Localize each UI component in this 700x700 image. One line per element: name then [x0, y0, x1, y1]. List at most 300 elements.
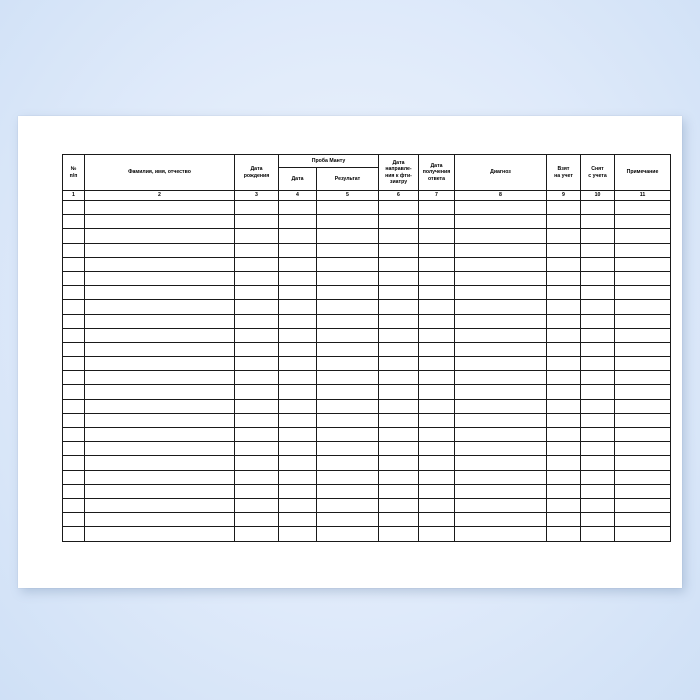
table-cell[interactable]	[379, 201, 419, 215]
table-cell[interactable]	[419, 513, 455, 527]
table-cell[interactable]	[547, 300, 581, 314]
table-cell[interactable]	[63, 456, 85, 470]
table-cell[interactable]	[63, 286, 85, 300]
table-cell[interactable]	[279, 314, 317, 328]
table-cell[interactable]	[419, 201, 455, 215]
table-cell[interactable]	[455, 201, 547, 215]
table-cell[interactable]	[419, 271, 455, 285]
table-cell[interactable]	[279, 428, 317, 442]
table-cell[interactable]	[317, 271, 379, 285]
table-row[interactable]	[63, 286, 671, 300]
table-cell[interactable]	[581, 484, 615, 498]
table-cell[interactable]	[455, 442, 547, 456]
table-cell[interactable]	[581, 428, 615, 442]
table-cell[interactable]	[379, 300, 419, 314]
table-cell[interactable]	[235, 513, 279, 527]
table-cell[interactable]	[455, 428, 547, 442]
table-cell[interactable]	[419, 442, 455, 456]
table-cell[interactable]	[581, 399, 615, 413]
column-number-cell: 11	[615, 191, 671, 201]
table-cell[interactable]	[581, 513, 615, 527]
table-cell[interactable]	[581, 371, 615, 385]
table-cell[interactable]	[85, 498, 235, 512]
table-cell[interactable]	[279, 342, 317, 356]
table-cell[interactable]	[547, 527, 581, 541]
table-cell[interactable]	[63, 357, 85, 371]
table-cell[interactable]	[85, 243, 235, 257]
table-cell[interactable]	[85, 385, 235, 399]
table-cell[interactable]	[419, 243, 455, 257]
table-cell[interactable]	[615, 257, 671, 271]
table-cell[interactable]	[235, 342, 279, 356]
table-cell[interactable]	[419, 527, 455, 541]
table-cell[interactable]	[63, 371, 85, 385]
table-row[interactable]	[63, 271, 671, 285]
table-cell[interactable]	[279, 286, 317, 300]
table-cell[interactable]	[279, 300, 317, 314]
table-row[interactable]	[63, 513, 671, 527]
column-number-cell: 7	[419, 191, 455, 201]
table-cell[interactable]	[615, 385, 671, 399]
table-cell[interactable]	[615, 428, 671, 442]
table-cell[interactable]	[279, 527, 317, 541]
table-cell[interactable]	[235, 286, 279, 300]
header-mantoux-result: Результат	[317, 168, 379, 191]
table-cell[interactable]	[419, 328, 455, 342]
table-cell[interactable]	[419, 300, 455, 314]
table-cell[interactable]	[85, 428, 235, 442]
table-cell[interactable]	[63, 399, 85, 413]
table-cell[interactable]	[581, 215, 615, 229]
table-cell[interactable]	[235, 201, 279, 215]
table-cell[interactable]	[63, 385, 85, 399]
table-cell[interactable]	[317, 201, 379, 215]
table-cell[interactable]	[63, 428, 85, 442]
table-cell[interactable]	[547, 442, 581, 456]
table-row[interactable]	[63, 428, 671, 442]
table-cell[interactable]	[63, 498, 85, 512]
table-cell[interactable]	[317, 357, 379, 371]
table-cell[interactable]	[581, 300, 615, 314]
table-cell[interactable]	[547, 484, 581, 498]
table-cell[interactable]	[85, 371, 235, 385]
table-cell[interactable]	[317, 286, 379, 300]
table-row[interactable]	[63, 399, 671, 413]
table-cell[interactable]	[615, 215, 671, 229]
table-cell[interactable]	[615, 470, 671, 484]
table-cell[interactable]	[581, 243, 615, 257]
table-cell[interactable]	[581, 527, 615, 541]
table-cell[interactable]	[279, 484, 317, 498]
table-cell[interactable]	[455, 286, 547, 300]
table-cell[interactable]	[85, 527, 235, 541]
table-cell[interactable]	[85, 215, 235, 229]
table-cell[interactable]	[547, 357, 581, 371]
table-cell[interactable]	[85, 314, 235, 328]
table-cell[interactable]	[615, 328, 671, 342]
table-cell[interactable]	[85, 442, 235, 456]
table-cell[interactable]	[581, 314, 615, 328]
table-cell[interactable]	[419, 357, 455, 371]
table-cell[interactable]	[279, 271, 317, 285]
table-row[interactable]	[63, 243, 671, 257]
table-cell[interactable]	[419, 498, 455, 512]
column-number-cell: 3	[235, 191, 279, 201]
table-cell[interactable]	[317, 300, 379, 314]
table-cell[interactable]	[615, 357, 671, 371]
table-cell[interactable]	[581, 413, 615, 427]
table-cell[interactable]	[379, 413, 419, 427]
table-row[interactable]	[63, 498, 671, 512]
table-cell[interactable]	[317, 456, 379, 470]
table-cell[interactable]	[235, 314, 279, 328]
table-cell[interactable]	[615, 399, 671, 413]
table-cell[interactable]	[279, 513, 317, 527]
table-cell[interactable]	[547, 286, 581, 300]
table-cell[interactable]	[317, 385, 379, 399]
table-cell[interactable]	[379, 399, 419, 413]
table-cell[interactable]	[547, 428, 581, 442]
table-cell[interactable]	[235, 385, 279, 399]
table-cell[interactable]	[419, 229, 455, 243]
table-cell[interactable]	[615, 513, 671, 527]
table-cell[interactable]	[581, 456, 615, 470]
table-row[interactable]	[63, 314, 671, 328]
table-cell[interactable]	[279, 215, 317, 229]
header-removed-line1: Снят	[591, 166, 604, 173]
table-row[interactable]	[63, 257, 671, 271]
table-cell[interactable]	[455, 215, 547, 229]
table-cell[interactable]	[615, 371, 671, 385]
table-cell[interactable]	[455, 498, 547, 512]
table-cell[interactable]	[455, 399, 547, 413]
table-cell[interactable]	[235, 357, 279, 371]
table-row[interactable]	[63, 201, 671, 215]
table-cell[interactable]	[581, 229, 615, 243]
table-row[interactable]	[63, 215, 671, 229]
table-cell[interactable]	[379, 527, 419, 541]
table-cell[interactable]	[279, 201, 317, 215]
table-cell[interactable]	[85, 342, 235, 356]
table-cell[interactable]	[379, 328, 419, 342]
table-cell[interactable]	[85, 513, 235, 527]
table-cell[interactable]	[85, 201, 235, 215]
table-cell[interactable]	[63, 342, 85, 356]
table-cell[interactable]	[455, 513, 547, 527]
table-cell[interactable]	[547, 385, 581, 399]
table-cell[interactable]	[279, 456, 317, 470]
table-cell[interactable]	[379, 456, 419, 470]
table-cell[interactable]	[235, 271, 279, 285]
table-cell[interactable]	[419, 428, 455, 442]
table-cell[interactable]	[379, 470, 419, 484]
table-cell[interactable]	[317, 399, 379, 413]
header-birth-date	[235, 155, 279, 191]
table-cell[interactable]	[279, 243, 317, 257]
table-cell[interactable]	[317, 371, 379, 385]
table-cell[interactable]	[379, 371, 419, 385]
table-cell[interactable]	[455, 385, 547, 399]
table-cell[interactable]	[547, 328, 581, 342]
table-cell[interactable]	[279, 385, 317, 399]
table-cell[interactable]	[279, 470, 317, 484]
table-cell[interactable]	[419, 456, 455, 470]
table-cell[interactable]	[615, 314, 671, 328]
table-cell[interactable]	[455, 470, 547, 484]
table-cell[interactable]	[419, 484, 455, 498]
table-cell[interactable]	[235, 428, 279, 442]
table-cell[interactable]	[85, 484, 235, 498]
table-cell[interactable]	[615, 484, 671, 498]
table-cell[interactable]	[455, 300, 547, 314]
table-cell[interactable]	[547, 456, 581, 470]
table-cell[interactable]	[63, 442, 85, 456]
header-number	[63, 155, 85, 191]
table-row[interactable]	[63, 371, 671, 385]
table-cell[interactable]	[85, 300, 235, 314]
table-cell[interactable]	[419, 215, 455, 229]
table-cell[interactable]	[547, 243, 581, 257]
table-row[interactable]	[63, 357, 671, 371]
table-cell[interactable]	[581, 357, 615, 371]
table-cell[interactable]	[85, 399, 235, 413]
table-cell[interactable]	[547, 513, 581, 527]
table-cell[interactable]	[63, 300, 85, 314]
table-cell[interactable]	[581, 385, 615, 399]
table-cell[interactable]	[419, 314, 455, 328]
table-cell[interactable]	[419, 399, 455, 413]
table-cell[interactable]	[85, 286, 235, 300]
table-row[interactable]	[63, 470, 671, 484]
table-cell[interactable]	[419, 385, 455, 399]
table-cell[interactable]	[419, 257, 455, 271]
table-cell[interactable]	[235, 498, 279, 512]
table-cell[interactable]	[379, 271, 419, 285]
table-cell[interactable]	[235, 484, 279, 498]
table-row[interactable]	[63, 229, 671, 243]
header-taken-line1: Взят	[557, 166, 570, 173]
table-cell[interactable]	[317, 257, 379, 271]
table-cell[interactable]	[85, 357, 235, 371]
table-cell[interactable]	[615, 498, 671, 512]
table-cell[interactable]	[547, 201, 581, 215]
table-cell[interactable]	[317, 484, 379, 498]
table-cell[interactable]	[379, 229, 419, 243]
table-cell[interactable]	[455, 229, 547, 243]
table-cell[interactable]	[235, 229, 279, 243]
table-cell[interactable]	[379, 257, 419, 271]
table-cell[interactable]	[581, 328, 615, 342]
table-cell[interactable]	[317, 314, 379, 328]
table-cell[interactable]	[63, 513, 85, 527]
table-cell[interactable]	[317, 215, 379, 229]
table-cell[interactable]	[379, 484, 419, 498]
table-cell[interactable]	[615, 456, 671, 470]
table-cell[interactable]	[455, 314, 547, 328]
table-row[interactable]	[63, 484, 671, 498]
table-cell[interactable]	[419, 342, 455, 356]
table-cell[interactable]	[379, 385, 419, 399]
table-cell[interactable]	[279, 399, 317, 413]
table-row[interactable]	[63, 300, 671, 314]
table-cell[interactable]	[235, 328, 279, 342]
table-cell[interactable]	[455, 456, 547, 470]
table-cell[interactable]	[63, 470, 85, 484]
table-cell[interactable]	[85, 271, 235, 285]
table-cell[interactable]	[581, 271, 615, 285]
table-cell[interactable]	[455, 342, 547, 356]
table-cell[interactable]	[547, 215, 581, 229]
table-cell[interactable]	[581, 342, 615, 356]
header-mantoux-date: Дата	[279, 168, 317, 191]
table-cell[interactable]	[63, 201, 85, 215]
table-cell[interactable]	[581, 498, 615, 512]
table-cell[interactable]	[279, 328, 317, 342]
table-cell[interactable]	[235, 300, 279, 314]
table-cell[interactable]	[235, 371, 279, 385]
table-cell[interactable]	[547, 371, 581, 385]
table-cell[interactable]	[379, 314, 419, 328]
table-cell[interactable]	[317, 243, 379, 257]
table-cell[interactable]	[615, 527, 671, 541]
table-cell[interactable]	[419, 470, 455, 484]
table-cell[interactable]	[455, 257, 547, 271]
table-cell[interactable]	[317, 229, 379, 243]
table-cell[interactable]	[235, 257, 279, 271]
table-cell[interactable]	[379, 286, 419, 300]
table-cell[interactable]	[63, 328, 85, 342]
table-cell[interactable]	[455, 413, 547, 427]
table-cell[interactable]	[547, 498, 581, 512]
table-cell[interactable]	[63, 243, 85, 257]
table-cell[interactable]	[85, 328, 235, 342]
table-cell[interactable]	[455, 243, 547, 257]
table-cell[interactable]	[317, 527, 379, 541]
table-cell[interactable]	[615, 271, 671, 285]
table-cell[interactable]	[279, 357, 317, 371]
table-cell[interactable]	[235, 470, 279, 484]
table-cell[interactable]	[615, 229, 671, 243]
table-cell[interactable]	[615, 286, 671, 300]
table-cell[interactable]	[317, 328, 379, 342]
journal-table	[62, 154, 671, 542]
table-cell[interactable]	[63, 215, 85, 229]
header-answer-date-line2: получения	[422, 169, 451, 176]
table-cell[interactable]	[63, 484, 85, 498]
table-cell[interactable]	[581, 257, 615, 271]
table-cell[interactable]	[317, 342, 379, 356]
table-cell[interactable]	[379, 357, 419, 371]
header-taken-on-record	[547, 155, 581, 191]
table-cell[interactable]	[615, 201, 671, 215]
table-cell[interactable]	[279, 229, 317, 243]
table-row[interactable]	[63, 527, 671, 541]
table-cell[interactable]	[379, 498, 419, 512]
table-cell[interactable]	[615, 413, 671, 427]
table-cell[interactable]	[581, 201, 615, 215]
table-cell[interactable]	[63, 527, 85, 541]
table-cell[interactable]	[615, 243, 671, 257]
table-row[interactable]	[63, 328, 671, 342]
table-cell[interactable]	[63, 271, 85, 285]
table-cell[interactable]	[235, 399, 279, 413]
table-cell[interactable]	[581, 286, 615, 300]
table-cell[interactable]	[581, 470, 615, 484]
table-row[interactable]	[63, 413, 671, 427]
table-cell[interactable]	[279, 413, 317, 427]
table-cell[interactable]	[547, 257, 581, 271]
table-cell[interactable]	[317, 428, 379, 442]
table-cell[interactable]	[85, 257, 235, 271]
table-cell[interactable]	[235, 243, 279, 257]
table-cell[interactable]	[235, 527, 279, 541]
table-cell[interactable]	[379, 243, 419, 257]
table-cell[interactable]	[379, 215, 419, 229]
table-cell[interactable]	[63, 314, 85, 328]
table-cell[interactable]	[455, 484, 547, 498]
table-cell[interactable]	[547, 271, 581, 285]
table-cell[interactable]	[235, 456, 279, 470]
table-cell[interactable]	[85, 229, 235, 243]
table-cell[interactable]	[547, 342, 581, 356]
table-cell[interactable]	[63, 257, 85, 271]
table-cell[interactable]	[85, 470, 235, 484]
table-cell[interactable]	[317, 470, 379, 484]
table-cell[interactable]	[279, 371, 317, 385]
table-cell[interactable]	[235, 413, 279, 427]
table-row[interactable]	[63, 442, 671, 456]
table-cell[interactable]	[547, 413, 581, 427]
table-cell[interactable]	[235, 215, 279, 229]
table-cell[interactable]	[379, 513, 419, 527]
table-cell[interactable]	[85, 413, 235, 427]
table-cell[interactable]	[419, 286, 455, 300]
table-cell[interactable]	[279, 498, 317, 512]
table-cell[interactable]	[455, 357, 547, 371]
table-cell[interactable]	[455, 371, 547, 385]
table-cell[interactable]	[63, 413, 85, 427]
table-cell[interactable]	[279, 257, 317, 271]
table-cell[interactable]	[419, 413, 455, 427]
table-cell[interactable]	[85, 456, 235, 470]
table-cell[interactable]	[379, 442, 419, 456]
table-row[interactable]	[63, 342, 671, 356]
table-cell[interactable]	[615, 442, 671, 456]
table-cell[interactable]	[455, 527, 547, 541]
table-cell[interactable]	[317, 413, 379, 427]
table-cell[interactable]	[235, 442, 279, 456]
table-cell[interactable]	[379, 428, 419, 442]
table-cell[interactable]	[317, 513, 379, 527]
table-cell[interactable]	[615, 342, 671, 356]
table-cell[interactable]	[455, 328, 547, 342]
table-cell[interactable]	[379, 342, 419, 356]
table-cell[interactable]	[455, 271, 547, 285]
table-cell[interactable]	[547, 470, 581, 484]
table-row[interactable]	[63, 456, 671, 470]
table-cell[interactable]	[279, 442, 317, 456]
table-cell[interactable]	[317, 498, 379, 512]
table-cell[interactable]	[615, 300, 671, 314]
table-row[interactable]	[63, 385, 671, 399]
table-cell[interactable]	[581, 442, 615, 456]
table-cell[interactable]	[419, 371, 455, 385]
table-cell[interactable]	[547, 399, 581, 413]
table-cell[interactable]	[317, 442, 379, 456]
table-cell[interactable]	[547, 314, 581, 328]
table-cell[interactable]	[63, 229, 85, 243]
table-cell[interactable]	[547, 229, 581, 243]
